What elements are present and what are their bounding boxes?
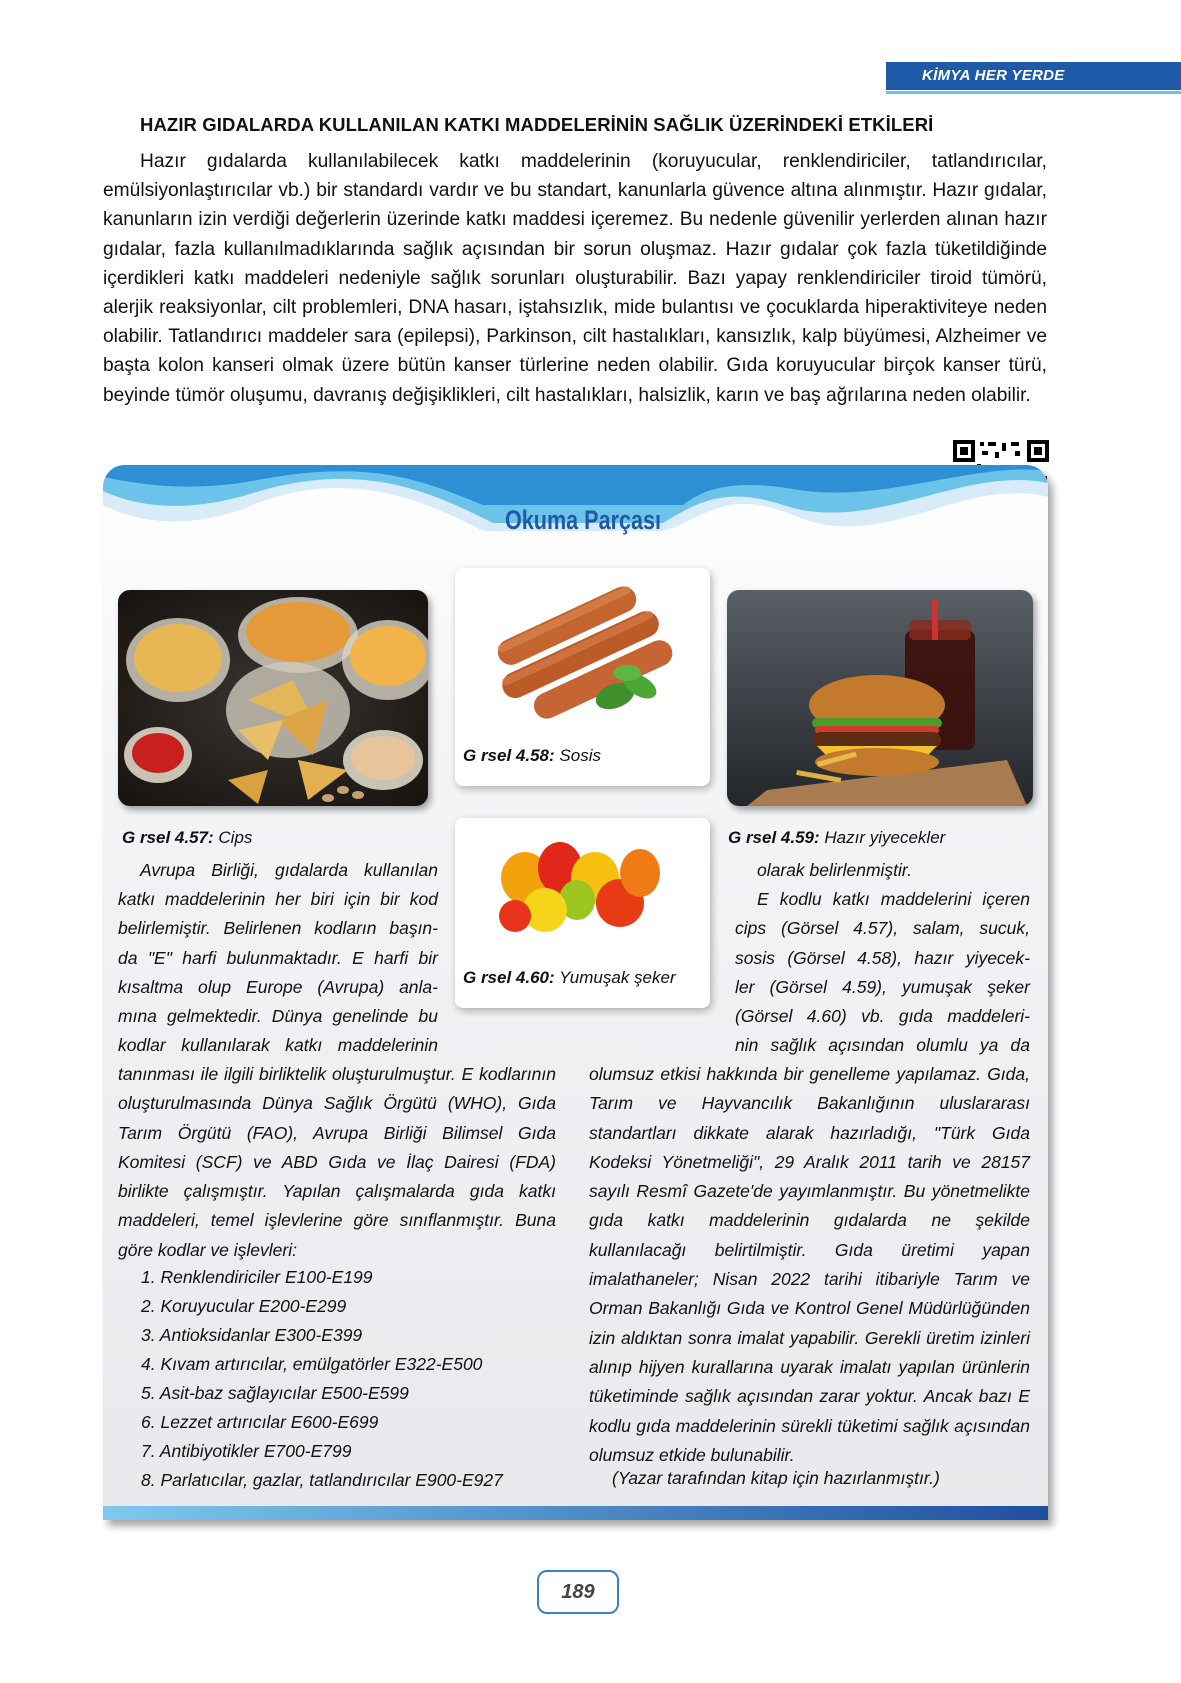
list-item: 8. Parlatıcılar, gazlar, tatlandırıcılar E900-E927 <box>141 1470 503 1490</box>
left-line: kodlar kullanılarak katkı maddelerinin <box>118 1035 438 1055</box>
author-credit: (Yazar tarafından kitap için hazırlanmıştır.) <box>612 1468 940 1488</box>
gummy-candy-image <box>455 818 710 948</box>
list-item: 2. Koruyucular E200-E299 <box>141 1296 347 1316</box>
caption-4-59: G rsel 4.59: Hazır yiyecekler <box>728 828 946 847</box>
left-line: kısaltma olup Europe (Avrupa) anla- <box>118 977 438 997</box>
sausage-image <box>455 568 710 728</box>
left-column-text: tanınması ile ilgili birliktelik oluşturulmuştur. E kodlarının oluşturulmasında Dünya Sağlık Örgütü (WHO), Gıda Tarım Örgütü (FAO), Avrupa Birliği Bilimsel Gıda Komitesi (SCF) ve ABD Gıda ve İlaç Dairesi (FDA) birlikte çalışmıştır. Yapılan çalışmalarda gıda katkı maddeleri, temel işlevlerine göre sınıflanmıştır. Buna göre kodlar ve işlevleri: <box>118 1064 556 1260</box>
section-title: HAZIR GIDALARDA KULLANILAN KATKI MADDELERİNİN SAĞLIK ÜZERİNDEKİ ETKİLERİ <box>140 114 934 135</box>
list-item: 6. Lezzet artırıcılar E600-E699 <box>141 1412 379 1432</box>
right-line: (Görsel 4.60) vb. gıda maddeleri- <box>735 1006 1030 1026</box>
list-item: 4. Kıvam artırıcılar, emülgatörler E322-E500 <box>141 1354 483 1374</box>
left-line: mına gelmektedir. Dünya genelinde bu <box>118 1006 438 1026</box>
left-line: Avrupa Birliği, gıdalarda kullanılan <box>140 860 438 880</box>
list-item: 7. Antibiyotikler E700-E799 <box>141 1441 352 1461</box>
gummy-card <box>455 818 710 1008</box>
list-item: 3. Antioksidanlar E300-E399 <box>141 1325 363 1345</box>
list-item: 5. Asit-baz sağlayıcılar E500-E599 <box>141 1383 409 1403</box>
chapter-header-tab: KİMYA HER YERDE <box>886 62 1181 90</box>
right-line: olarak belirlenmiştir. <box>757 860 912 880</box>
left-line: belirlemiştir. Belirlenen kodların başın- <box>118 918 438 938</box>
panel-bottom-bar <box>103 1506 1048 1520</box>
main-paragraph: Hazır gıdalarda kullanılabilecek katkı maddelerinin (koruyucular, renklendiriciler, tatlandırıcılar, emülsiyonlaştırıcılar vb.) bir standardı vardır ve bu standart, kanunlarla güvence altına alınmıştır. Hazır gıdalar, kanunların izin verdiği değerlerin üzerinde katkı maddesi içeremez. Bu nedenle güvenilir yerlerden alınan hazır gıdalar, fazla kullanılmadıklarında sağlık açısından bir sorun oluşmaz. Hazır gıdalar çok fazla tüketildiğinde içerdikleri katkı maddeleri nedeniyle sağlık sorunları oluşturabilir. Bazı yapay renklendiriciler tiroid tümörü, alerjik reaksiyonlar, cilt problemleri, DNA hasarı, iştahsızlık, mide bulantısı ve çocuklarda hiperaktiviteye neden olabilir. Tatlandırıcı maddeler sara (epilepsi), Parkinson, cilt hastalıkları, kansızlık, kalp büyümesi, Alzheimer ve başta kolon kanseri olmak üzere bütün kanser türlerine neden olabilir. Gıda koruyucular birçok kanser türü, beyinde tümör oluşumu, davranış değişiklikleri, cilt hastalıkları, halsizlik, karın ve baş ağrılarına neden olabilir. <box>103 151 1047 406</box>
left-line: katkı maddelerinin her biri için bir kod <box>118 889 438 909</box>
right-line: sosis (Görsel 4.58), hazır yiyecek- <box>735 948 1030 968</box>
burger-photo <box>727 590 1033 806</box>
caption-4-60: G rsel 4.60: Yumuşak şeker <box>463 968 676 987</box>
right-line: ler (Görsel 4.59), yumuşak şeker <box>735 977 1030 997</box>
right-line: cips (Görsel 4.57), salam, sucuk, <box>735 918 1030 938</box>
right-line: E kodlu katkı maddelerini içeren <box>757 889 1030 909</box>
right-line: nin sağlık açısından olumlu ya da <box>735 1035 1030 1055</box>
left-line: da "E" harfi bulunmaktadır. E harfi bir <box>118 948 438 968</box>
caption-4-57: G rsel 4.57: Cips <box>122 828 253 847</box>
chips-photo <box>118 590 428 806</box>
page-number: 189 <box>537 1570 619 1614</box>
reading-title: Okuma Parçası <box>504 505 662 535</box>
caption-4-58: G rsel 4.58: Sosis <box>463 746 601 765</box>
sausage-card <box>455 568 710 786</box>
list-item: 1. Renklendiriciler E100-E199 <box>141 1267 373 1287</box>
right-column-text: olumsuz etkisi hakkında bir genelleme yapılamaz. Gıda, Tarım ve Hayvancılık Bakanlığının uluslararası standartları dikkate alarak hazırladığı, "Türk Gıda Kodeksi Yönetmeliği", 29 Aralık 2011 tarih ve 28157 sayılı Resmî Gazete'de yayımlanmıştır. Bu yönetmelikte gıda katkı maddelerinin gıdalarda ne şekilde kullanılacağı belirtilmiştir. Gıda üretimi yapan imalathaneler; Nisan 2022 tarihi itibariyle Tarım ve Orman Bakanlığı Gıda ve Kontrol Genel Müdürlüğünden izin aldıktan sonra imalat yapabilir. Gerekli üretim izinleri alınıp hijyen kurallarına uyarak imalatı yapılan ürünlerin tüketiminde sağlık açısından zarar yoktur. Ancak bazı E kodlu gıda maddelerinin sürekli tüketimi sağlık açısından olumsuz etkide bulunabilir. <box>589 1064 1030 1465</box>
